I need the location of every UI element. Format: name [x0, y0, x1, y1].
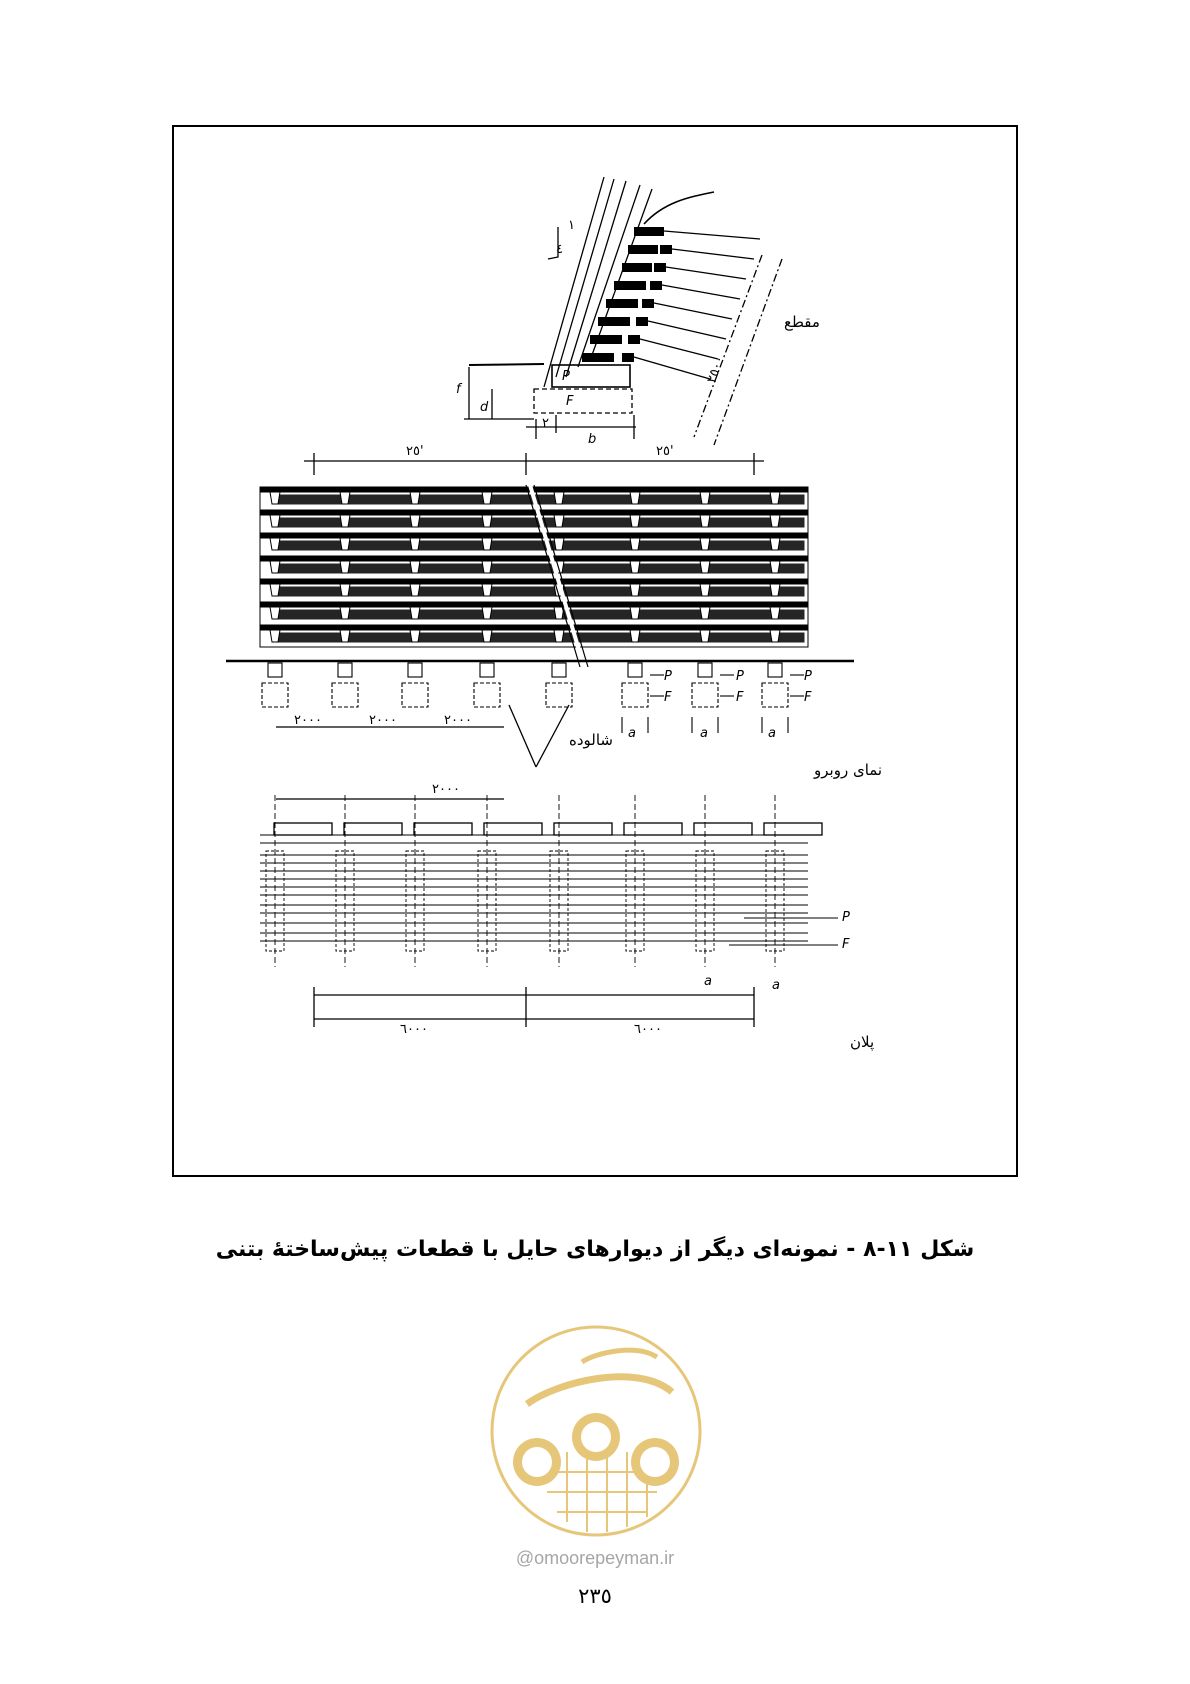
- pedestal-P: [408, 663, 422, 677]
- elevation-stem: [770, 515, 780, 527]
- plan-cell: [624, 823, 682, 835]
- elevation-course: [260, 602, 808, 607]
- elevation-stem: [630, 607, 640, 619]
- elevation-stem: [340, 584, 350, 596]
- pedestal-P: [480, 663, 494, 677]
- elevation-stem: [270, 538, 280, 550]
- elevation-stem: [270, 607, 280, 619]
- elevation-stem: [770, 584, 780, 596]
- foundation-spacing-3: ٢٠٠٠: [444, 713, 472, 728]
- elevation-span-right: ٢٥': [656, 444, 674, 459]
- elevation-stem: [270, 584, 280, 596]
- figure-caption: شکل ١١-٨ - نمونه‌ای دیگر از دیوارهای حایل با قطعات پیش‌ساختهٔ بتنی: [215, 1237, 975, 1262]
- elevation-stem: [482, 584, 492, 596]
- elevation-stem: [270, 630, 280, 642]
- plan-label: پلان: [850, 1033, 875, 1051]
- elevation-stem: [482, 607, 492, 619]
- footing-F: [762, 683, 788, 707]
- symbol-d-section: d: [480, 400, 489, 415]
- elevation-stem: [270, 515, 280, 527]
- footing-F: [332, 683, 358, 707]
- elevation-stem: [340, 561, 350, 573]
- plan-cell: [484, 823, 542, 835]
- elevation-stem: [630, 584, 640, 596]
- symbol-a-plan-2: a: [772, 978, 780, 993]
- slope-rise: ١: [568, 218, 575, 233]
- footing-F: [402, 683, 428, 707]
- elevation-stem: [482, 630, 492, 642]
- elevation-stem: [770, 561, 780, 573]
- elevation-stem: [410, 584, 420, 596]
- elevation-stem: [410, 607, 420, 619]
- pedestal-P: [338, 663, 352, 677]
- elevation-stem: [700, 561, 710, 573]
- symbol-a-plan-1: a: [704, 974, 712, 989]
- symbol-f-elev-1: F: [664, 690, 672, 705]
- elevation-stem: [270, 561, 280, 573]
- symbol-a-elev-3: a: [768, 726, 776, 741]
- elevation-stem: [700, 584, 710, 596]
- elevation-stem: [770, 630, 780, 642]
- elevation-stem: [700, 630, 710, 642]
- elevation-stem: [482, 492, 492, 504]
- elevation-stem: [554, 492, 564, 504]
- elevation-stem: [630, 492, 640, 504]
- elevation-stem: [410, 515, 420, 527]
- pedestal-P: [628, 663, 642, 677]
- elevation-course: [260, 487, 808, 492]
- elevation-course-fill: [274, 587, 804, 596]
- symbol-b-section: b: [588, 432, 597, 447]
- plan-top-dim: ٢٠٠٠: [432, 782, 460, 797]
- plan-cell: [694, 823, 752, 835]
- elevation-course-fill: [274, 541, 804, 550]
- pedestal-P: [698, 663, 712, 677]
- figure-frame: [172, 125, 1018, 1177]
- elevation-stem: [554, 538, 564, 550]
- pedestal-P: [768, 663, 782, 677]
- foundation-spacing-2: ٢٠٠٠: [369, 713, 397, 728]
- elevation-stem: [340, 492, 350, 504]
- elevation-stem: [770, 492, 780, 504]
- plan-cell: [274, 823, 332, 835]
- elevation-span-left: ٢٥': [406, 444, 424, 459]
- symbol-p-elev-3: P: [804, 669, 812, 684]
- symbol-f-plan: F: [842, 937, 850, 952]
- page-number: ٢٣٥: [578, 1584, 612, 1608]
- pedestal-P: [552, 663, 566, 677]
- elevation-stem: [630, 630, 640, 642]
- elevation-stem: [340, 607, 350, 619]
- technical-drawing: [174, 127, 1020, 1179]
- footing-F: [546, 683, 572, 707]
- elevation-stem: [410, 630, 420, 642]
- elevation-stem: [340, 538, 350, 550]
- elevation-course-fill: [274, 564, 804, 573]
- elevation-stem: [630, 538, 640, 550]
- elevation-stem: [410, 492, 420, 504]
- watermark-logo: [487, 1322, 705, 1540]
- elevation-stem: [554, 515, 564, 527]
- foundation-label: شالوده: [569, 731, 613, 749]
- section-offset-dim: ٢: [542, 416, 549, 431]
- elevation-course-fill: [274, 633, 804, 642]
- elevation-stem: [410, 561, 420, 573]
- plan-bottom-left: ٦٠٠٠: [400, 1022, 428, 1037]
- front-view-label: نمای روبرو: [814, 761, 883, 779]
- footing-F: [692, 683, 718, 707]
- footing-F: [474, 683, 500, 707]
- symbol-f-elev-2: F: [736, 690, 744, 705]
- symbol-a-elev-2: a: [700, 726, 708, 741]
- elevation-course: [260, 556, 808, 561]
- elevation-stem: [630, 561, 640, 573]
- elevation-stem: [340, 515, 350, 527]
- plan-cell: [414, 823, 472, 835]
- elevation-stem: [770, 538, 780, 550]
- elevation-course: [260, 533, 808, 538]
- foundation-spacing-1: ٢٠٠٠: [294, 713, 322, 728]
- elevation-stem: [270, 492, 280, 504]
- elevation-stem: [630, 515, 640, 527]
- plan-cell: [764, 823, 822, 835]
- elevation-stem: [700, 607, 710, 619]
- elevation-course: [260, 579, 808, 584]
- elevation-stem: [340, 630, 350, 642]
- elevation-stem: [700, 492, 710, 504]
- symbol-p-elev-1: P: [664, 669, 672, 684]
- symbol-f-elev-3: F: [804, 690, 812, 705]
- elevation-stem: [482, 561, 492, 573]
- section-label: مقطع: [784, 313, 820, 331]
- slope-run: ٤: [556, 242, 563, 257]
- elevation-course: [260, 625, 808, 630]
- elevation-stem: [410, 538, 420, 550]
- section-drawing: [464, 177, 782, 445]
- plan-cell: [344, 823, 402, 835]
- elevation-stem: [770, 607, 780, 619]
- pedestal-P: [268, 663, 282, 677]
- plan-cell: [554, 823, 612, 835]
- symbol-p-section: P: [562, 369, 570, 384]
- symbol-h-section: f: [456, 382, 461, 397]
- elevation-stem: [700, 515, 710, 527]
- symbol-a-elev-1: a: [628, 726, 636, 741]
- footing-F: [262, 683, 288, 707]
- elevation-stem: [554, 630, 564, 642]
- footing-F: [622, 683, 648, 707]
- symbol-p-elev-2: P: [736, 669, 744, 684]
- watermark-url: @omoorepeyman.ir: [515, 1548, 675, 1568]
- elevation-stem: [482, 538, 492, 550]
- elevation-stem: [482, 515, 492, 527]
- section-height-dim: ٢٥٠٠: [704, 353, 728, 386]
- plan-bottom-right: ٦٠٠٠: [634, 1022, 662, 1037]
- elevation-course-fill: [274, 610, 804, 619]
- plan-drawing: [260, 795, 838, 1027]
- symbol-f-section: F: [566, 394, 574, 409]
- elevation-stem: [700, 538, 710, 550]
- symbol-p-plan: P: [842, 910, 850, 925]
